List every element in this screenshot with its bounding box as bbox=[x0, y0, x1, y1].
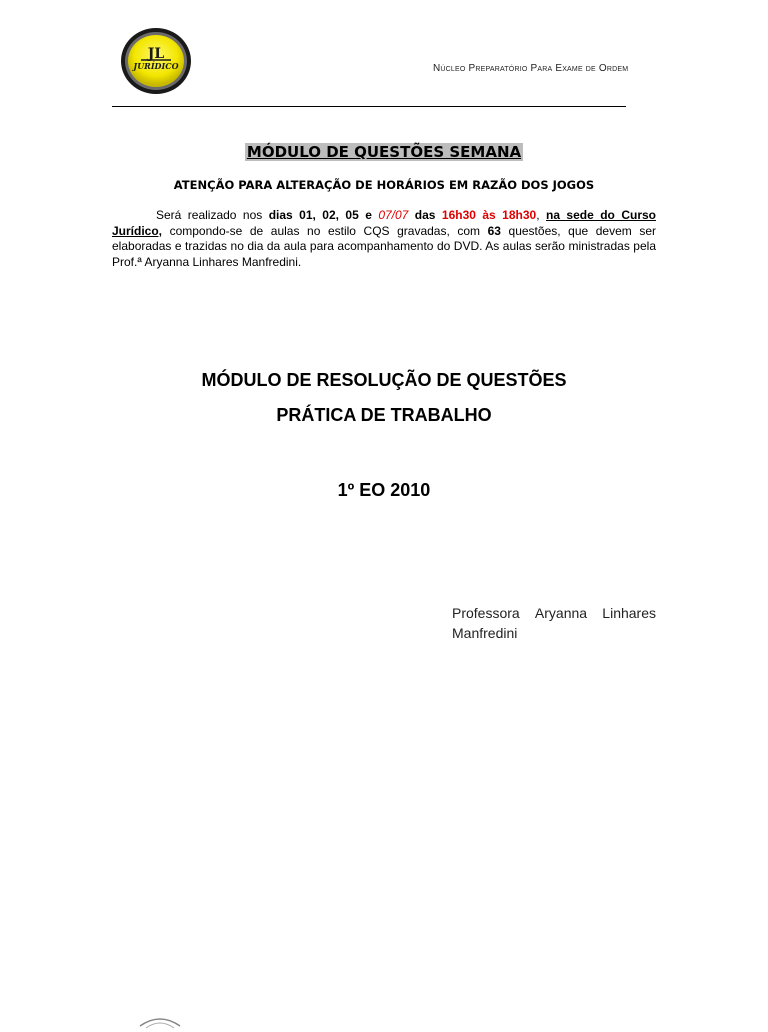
header-divider bbox=[112, 106, 626, 107]
logo-monogram: JL bbox=[147, 46, 165, 62]
para-and: e bbox=[358, 208, 379, 222]
logo-text: JURÍDICO bbox=[133, 61, 179, 71]
para-days: dias 01, 02, 05 bbox=[268, 208, 359, 222]
para-text-3: questões, que devem ser elaboradas e trazidas no dia da aula para acompanhamento do DVD. As aulas serão ministradas pela Prof.ª Aryanna Linhares Manfredini. bbox=[112, 223, 656, 269]
resolution-subtitle: PRÁTICA DE TRABALHO bbox=[276, 405, 492, 425]
resolution-title: MÓDULO DE RESOLUÇÃO DE QUESTÕES bbox=[201, 370, 567, 390]
para-text-2: compondo-se de aulas no estilo CQS gravadas, com bbox=[162, 223, 488, 238]
curso-juridico-logo bbox=[119, 26, 193, 96]
exam-label: 1º EO 2010 bbox=[337, 480, 431, 500]
page-footer-mark bbox=[130, 1012, 190, 1032]
header-title: Núcleo Preparatório Para Exame de Ordem bbox=[433, 63, 629, 74]
para-location: na sede do Curso Jurídico, bbox=[112, 208, 656, 238]
para-comma: , bbox=[536, 208, 546, 222]
professor-word-1: Professora bbox=[452, 605, 520, 621]
info-paragraph bbox=[112, 208, 656, 270]
professor-word-2: Aryanna bbox=[534, 605, 588, 621]
para-count: 63 bbox=[487, 223, 501, 238]
week-module-title-wrap bbox=[0, 143, 768, 162]
para-das: das bbox=[408, 208, 442, 222]
para-last-day: 07/07 bbox=[378, 208, 409, 222]
professor-word-3: Linhares bbox=[602, 605, 656, 621]
schedule-notice: ATENÇÃO PARA ALTERAÇÃO DE HORÁRIOS EM RAZÃO DOS JOGOS bbox=[173, 178, 595, 192]
para-hours: 16h30 às 18h30 bbox=[441, 208, 537, 222]
week-module-title: MÓDULO DE QUESTÕES SEMANA bbox=[246, 143, 522, 161]
professor-signature bbox=[452, 603, 656, 643]
professor-line-2: Manfredini bbox=[452, 625, 518, 641]
para-text-1: Será realizado nos bbox=[156, 208, 269, 222]
